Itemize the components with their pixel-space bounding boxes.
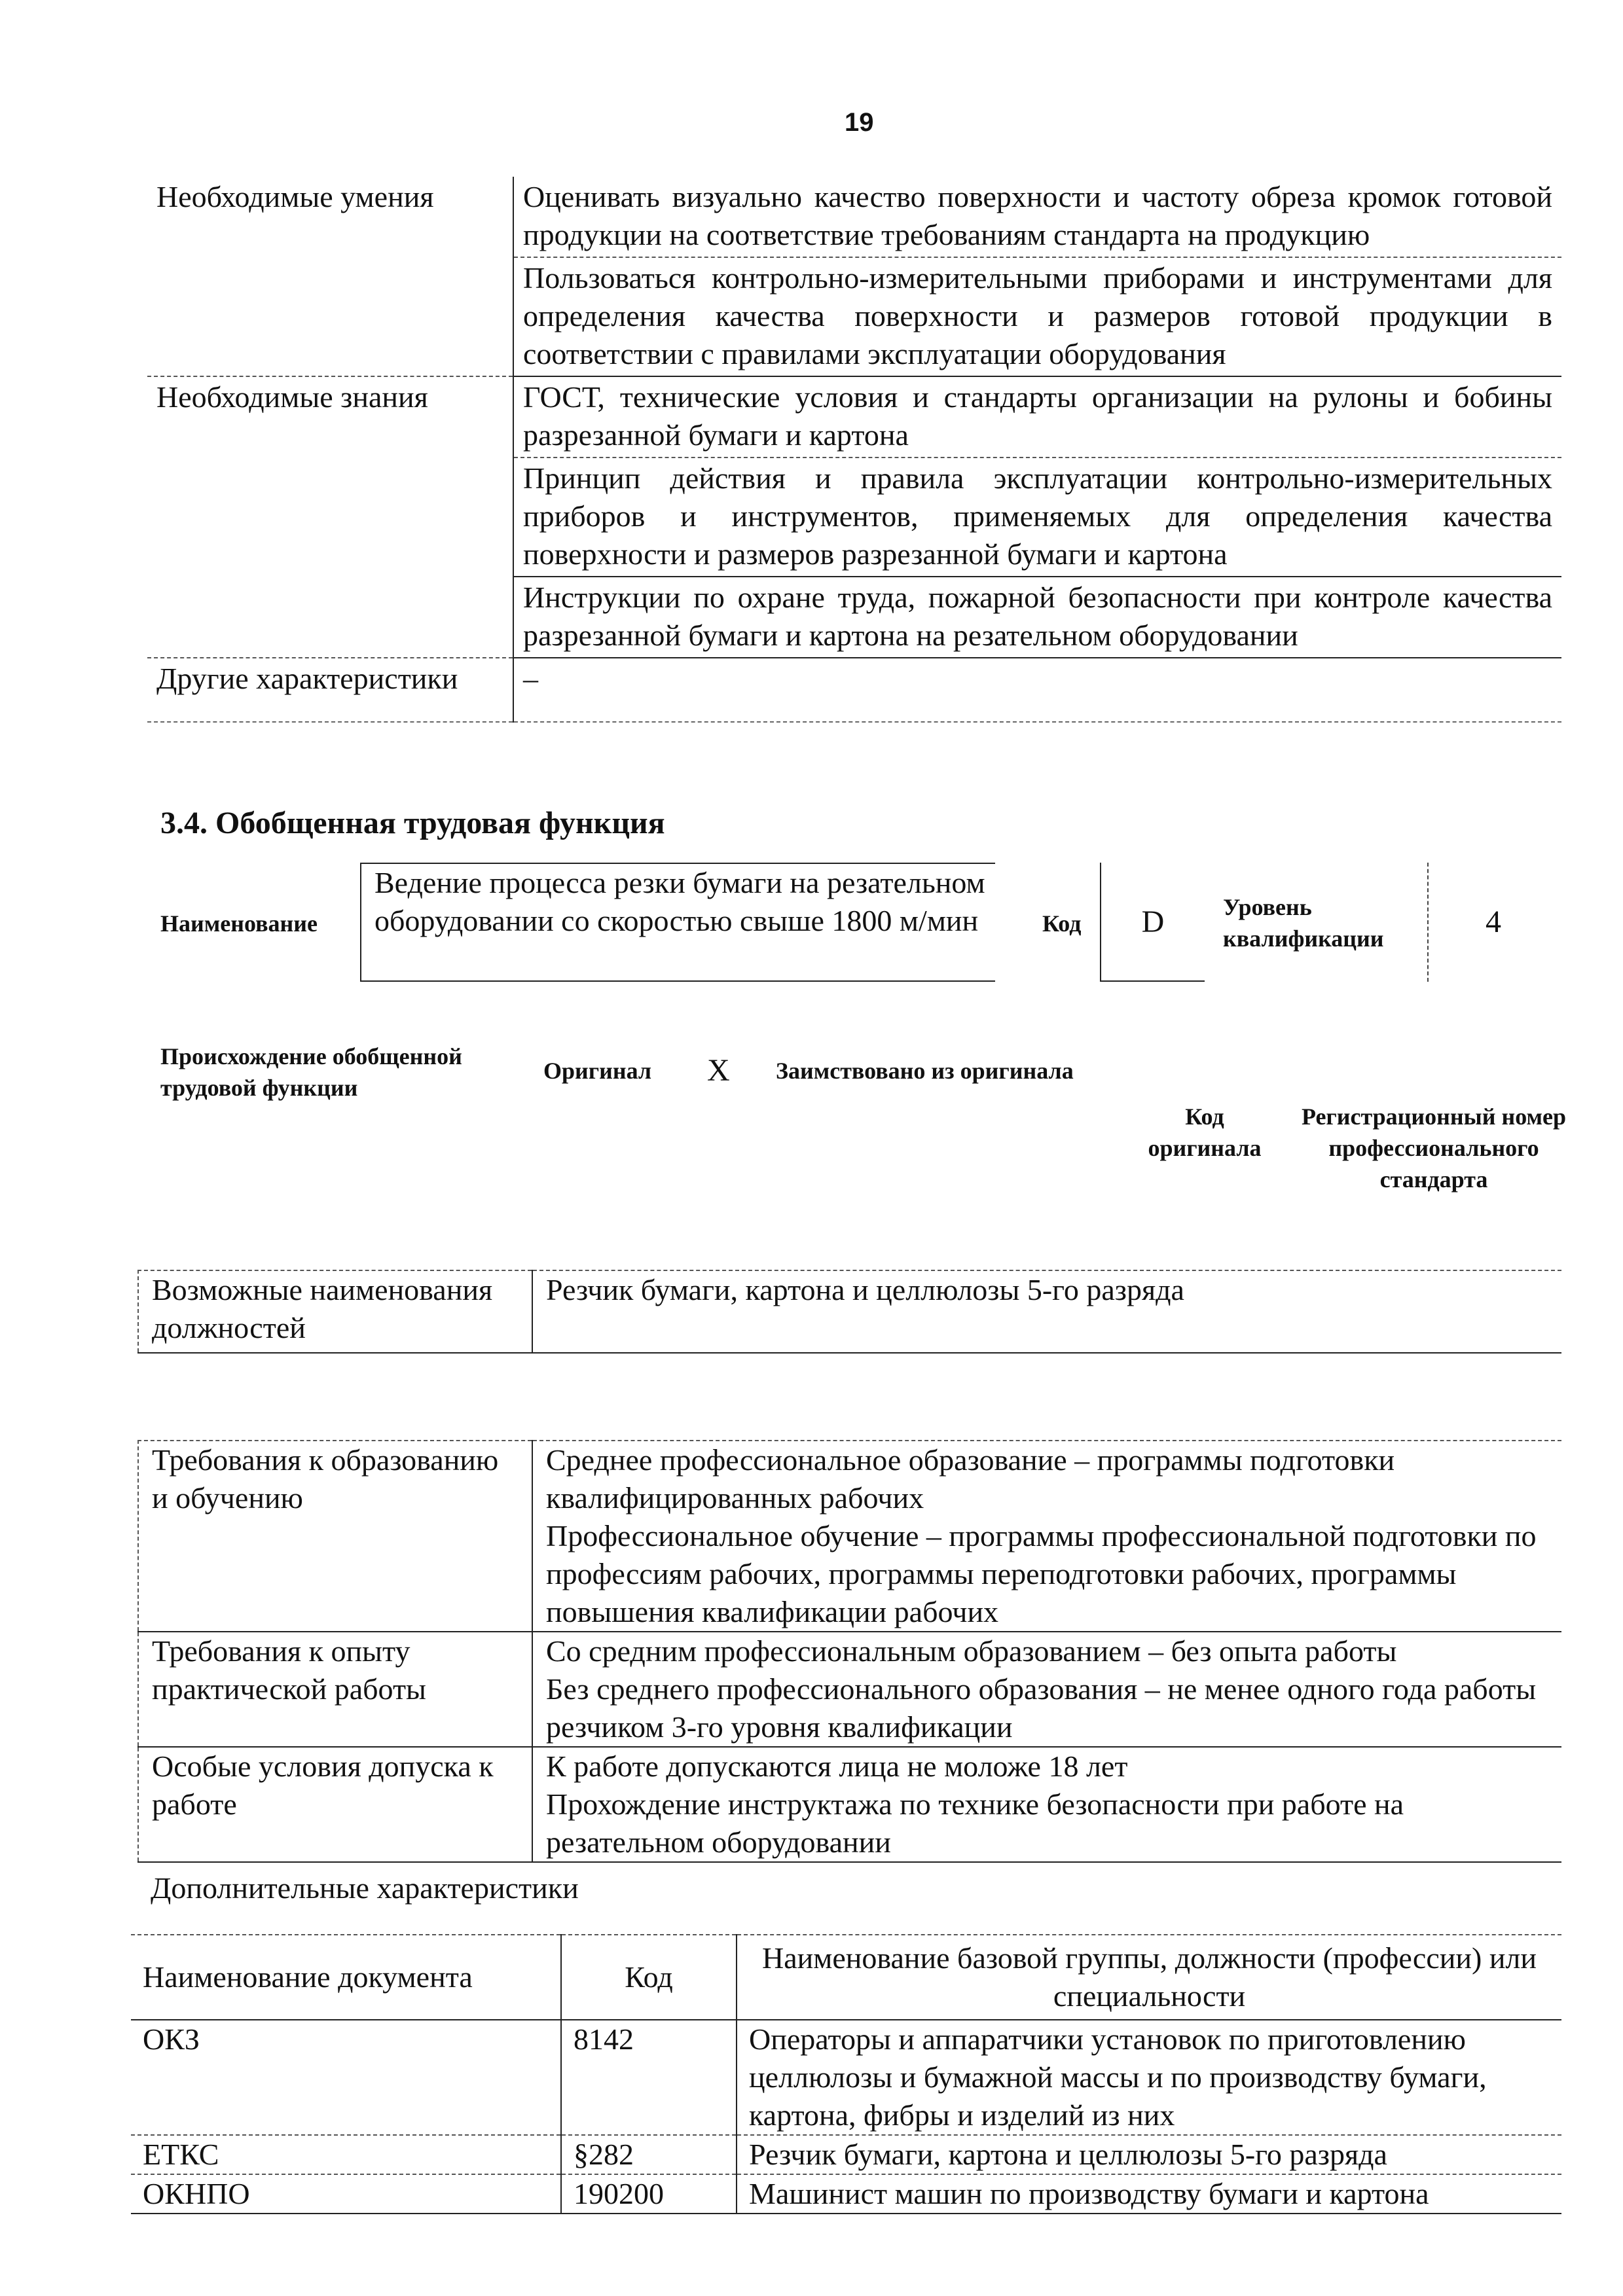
row-label: Необходимые умения [147, 177, 513, 376]
row-text: – [513, 658, 1561, 722]
requirement-line: Со средним профессиональным образованием – без опыта работы [546, 1634, 1397, 1668]
doc-cell: ОКЗ [131, 2020, 561, 2135]
name-label: Наименование [160, 910, 318, 937]
table-row [138, 1441, 1561, 1632]
section-title: 3.4. Обобщенная трудовая функция [160, 806, 665, 840]
function-name-box: Ведение процесса резки бумаги на резательном оборудовании со скоростью свыше 1800 м/мин [360, 863, 995, 982]
table-row [131, 2020, 1561, 2135]
code-cell: §282 [561, 2135, 737, 2174]
original-label: Оригинал [543, 1058, 652, 1084]
row-text: Оценивать визуально качество поверхности и частоту обреза кромок готовой продукции на соответствие требованиям стандарта на продукцию [513, 177, 1561, 257]
positions-value: Резчик бумаги, картона и целлюлозы 5-го разряда [532, 1270, 1561, 1353]
row-label: Необходимые знания [147, 376, 513, 658]
original-code-label: Код оригинала [1148, 1103, 1262, 1161]
positions-table [137, 1270, 1561, 1354]
table-row [147, 376, 1561, 457]
level-label: Уровень квалификации [1223, 894, 1384, 952]
doc-cell: ОКНПО [131, 2174, 561, 2214]
group-name-cell: Операторы и аппаратчики установок по приготовлению целлюлозы и бумажной массы и по производству бумаги, картона, фибры и изделий из них [737, 2020, 1561, 2135]
borrowed-label: Заимствовано из оригинала [776, 1058, 1074, 1084]
requirement-label: Особые условия допуска к работе [138, 1747, 532, 1862]
group-name-cell: Резчик бумаги, картона и целлюлозы 5-го разряда [737, 2135, 1561, 2174]
group-name-cell: Машинист машин по производству бумаги и картона [737, 2174, 1561, 2214]
table-row [138, 1747, 1561, 1862]
requirement-label: Требования к опыту практической работы [138, 1632, 532, 1747]
level-value-box: 4 [1427, 863, 1558, 982]
origin-label: Происхождение обобщенной трудовой функции [160, 1043, 462, 1101]
original-mark: X [707, 1053, 730, 1088]
code-label: Код [1042, 910, 1082, 937]
row-label: Другие характеристики [147, 658, 513, 722]
table-row [147, 658, 1561, 722]
header-group-name: Наименование базовой группы, должности (профессии) или специальности [737, 1935, 1561, 2020]
doc-cell: ЕТКС [131, 2135, 561, 2174]
requirement-label: Требования к образованию и обучению [138, 1441, 532, 1632]
requirement-text [532, 1747, 1561, 1862]
row-text: Инструкции по охране труда, пожарной безопасности при контроле качества разрезанной бумаги и картона на резательном оборудовании [513, 577, 1561, 658]
table-row [131, 2135, 1561, 2174]
positions-label: Возможные наименования должностей [138, 1270, 532, 1353]
requirement-line: Среднее профессиональное образование – программы подготовки квалифицированных рабочих [546, 1443, 1395, 1515]
code-value-box: D [1100, 863, 1205, 982]
requirements-table [137, 1440, 1561, 1863]
table-row [131, 2174, 1561, 2214]
requirement-line: Прохождение инструктажа по технике безопасности при работе на резательном оборудовании [546, 1787, 1404, 1859]
requirement-text [532, 1441, 1561, 1632]
requirement-line: Без среднего профессионального образования – не менее одного года работы резчиком 3-го уровня квалификации [546, 1672, 1537, 1744]
table-row [138, 1270, 1561, 1353]
row-text: Пользоваться контрольно-измерительными приборами и инструментами для определения качества поверхности и размеров готовой продукции в соответствии с правилами эксплуатации оборудования [513, 257, 1561, 376]
table-header-row [131, 1935, 1561, 2020]
code-cell: 190200 [561, 2174, 737, 2214]
header-code: Код [561, 1935, 737, 2020]
table-row [147, 177, 1561, 257]
row-text: Принцип действия и правила эксплуатации контрольно-измерительных приборов и инструментов, применяемых для определения качества поверхности и размеров разрезанной бумаги и картона [513, 457, 1561, 577]
extra-characteristics-table [131, 1934, 1561, 2214]
header-document: Наименование документа [131, 1935, 561, 2020]
requirement-line: Профессиональное обучение – программы профессиональной подготовки по профессиям рабочих, программы переподготовки рабочих, программы повышения квалификации рабочих [546, 1519, 1537, 1628]
page-number: 19 [845, 108, 874, 137]
row-text: ГОСТ, технические условия и стандарты организации на рулоны и бобины разрезанной бумаги и картона [513, 376, 1561, 457]
extra-characteristics-title: Дополнительные характеристики [151, 1871, 579, 1905]
table-row [138, 1632, 1561, 1747]
requirement-text [532, 1632, 1561, 1747]
requirement-line: К работе допускаются лица не моложе 18 лет [546, 1749, 1128, 1783]
registration-number-label: Регистрационный номер профессионального стандарта [1301, 1103, 1567, 1193]
skills-knowledge-table [147, 177, 1561, 723]
code-cell: 8142 [561, 2020, 737, 2135]
